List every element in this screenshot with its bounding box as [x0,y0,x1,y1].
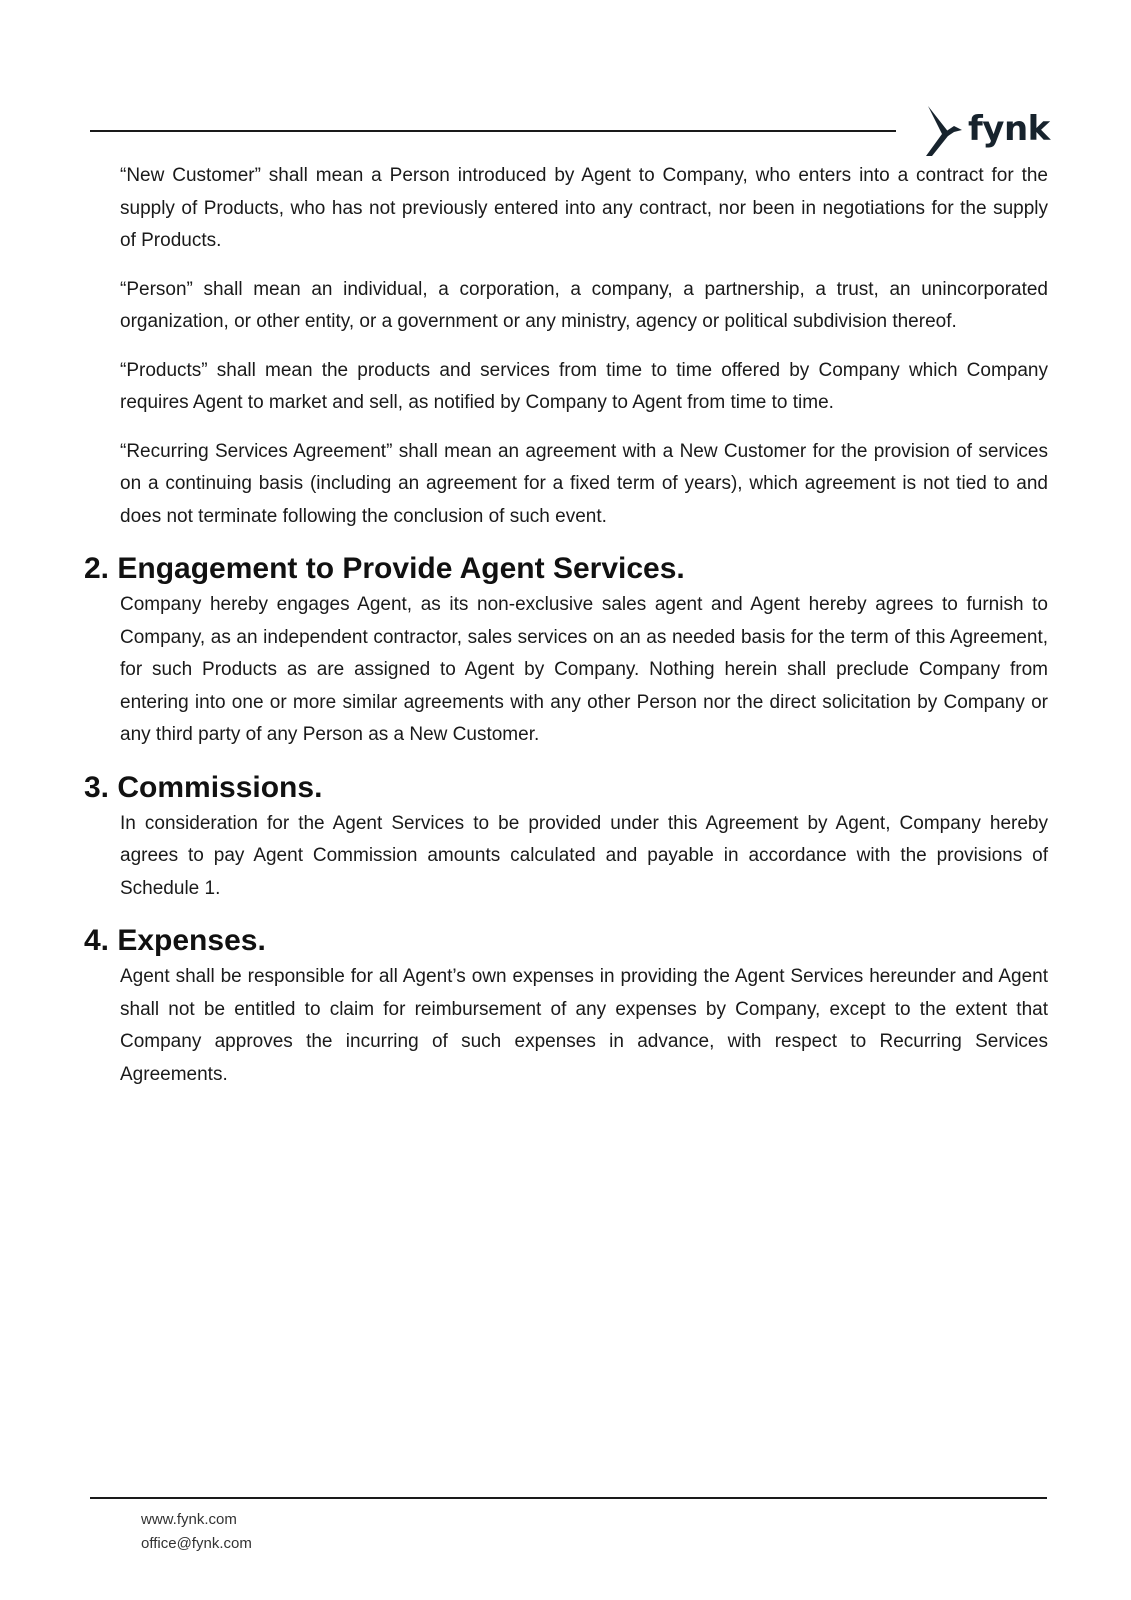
footer-email: office@fynk.com [141,1535,252,1552]
brand-name: fynk [968,109,1050,149]
section-body-commissions: In consideration for the Agent Services to be provided under this Agreement by Agent, Company hereby agrees to pay Agent Commission amounts calculated and payable in accordance with the provisions of Schedule 1. [120,812,1048,899]
section-heading-engagement: 2. Engagement to Provide Agent Services. [84,552,685,585]
section-heading-commissions: 3. Commissions. [84,770,323,804]
section-heading-expenses: 4. Expenses. [84,924,266,957]
document-body [84,160,1048,1107]
footer [141,1508,252,1556]
brand-logo [920,104,1050,160]
definition-recurring-services-agreement: “Recurring Services Agreement” shall mean an agreement with a New Customer for the provision of services on a continuing basis (including an agreement for a fixed term of years), which agreement is not tied to and does not terminate following the conclusion of such event. [120,440,1048,527]
bird-logo-icon [920,104,964,160]
section-body-engagement: Company hereby engages Agent, as its non-exclusive sales agent and Agent hereby agrees to furnish to Company, as an independent contractor, sales services on an as needed basis for the term of this Agreement, for such Products as are assigned to Agent by Company. Nothing herein shall preclude Company from entering into one or more similar agreements with any other Person nor the direct solicitation by Company or any third party of any Person as a New Customer. [120,594,1048,745]
footer-rule [90,1497,1047,1499]
definition-new-customer: “New Customer” shall mean a Person introduced by Agent to Company, who enters into a contract for the supply of Products, who has not previously entered into any contract, nor been in negotiations for the supply of Products. [120,165,1048,251]
definition-person: “Person” shall mean an individual, a corporation, a company, a partnership, a trust, an unincorporated organization, or other entity, or a government or any ministry, agency or political subdivision thereof. [120,278,1048,332]
definition-products: “Products” shall mean the products and services from time to time offered by Company which Company requires Agent to market and sell, as notified by Company to Agent from time to time. [120,359,1048,413]
section-body-expenses: Agent shall be responsible for all Agent’s own expenses in providing the Agent Services hereunder and Agent shall not be entitled to claim for reimbursement of any expenses by Company, except to the extent that Company approves the incurring of such expenses in advance, with respect to Recurring Services Agreements. [120,966,1048,1085]
footer-website: www.fynk.com [141,1511,237,1528]
header-rule [90,130,896,132]
